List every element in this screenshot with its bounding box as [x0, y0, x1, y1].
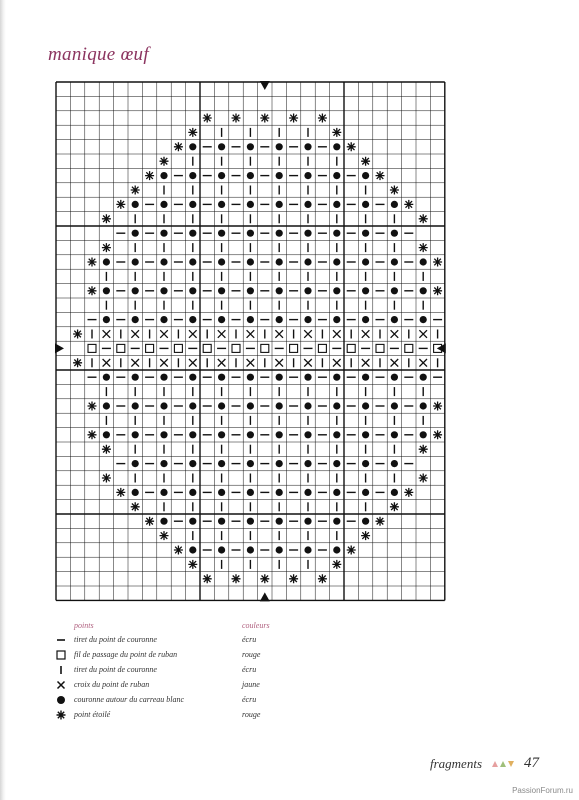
dot-stitch — [304, 287, 311, 294]
star-stitch — [433, 430, 442, 439]
dot-stitch — [276, 143, 283, 150]
watermark: PassionForum.ru — [512, 786, 573, 795]
dot-stitch — [103, 431, 110, 438]
star-stitch — [390, 186, 399, 195]
star-stitch — [88, 430, 97, 439]
triangle-ornament-icon — [492, 761, 514, 767]
dot-stitch — [160, 374, 167, 381]
dot-stitch — [218, 402, 225, 409]
cross-stitch — [275, 359, 283, 367]
dot-stitch — [276, 374, 283, 381]
dot-stitch — [189, 316, 196, 323]
legend-header-points: points — [74, 621, 94, 630]
dot-stitch — [304, 230, 311, 237]
dot-stitch — [362, 460, 369, 467]
cross-stitch — [103, 330, 111, 338]
left-center-marker — [55, 343, 64, 353]
legend-color: écru — [242, 695, 257, 704]
dot-stitch — [362, 374, 369, 381]
star-stitch — [433, 258, 442, 267]
star-stitch — [419, 474, 428, 483]
square-stitch — [405, 344, 413, 352]
legend-header-colors: couleurs — [242, 621, 270, 630]
dot-stitch — [103, 316, 110, 323]
dot-stitch — [362, 316, 369, 323]
dot-stitch — [132, 287, 139, 294]
cross-stitch — [362, 330, 370, 338]
dot-stitch — [189, 546, 196, 553]
star-stitch — [419, 445, 428, 454]
cross-stitch — [391, 330, 399, 338]
star-stitch — [260, 114, 269, 123]
dot-stitch — [333, 258, 340, 265]
dot-stitch — [103, 258, 110, 265]
dot-stitch — [420, 374, 427, 381]
dot-stitch — [333, 518, 340, 525]
legend-label: point étoilé — [74, 710, 111, 719]
dot-stitch — [132, 489, 139, 496]
legend-label: fil de passage du point de ruban — [74, 650, 178, 659]
star-stitch — [145, 171, 154, 180]
dot-stitch — [333, 172, 340, 179]
legend-label: couronne autour du carreau blanc — [74, 695, 185, 704]
dot-stitch — [247, 316, 254, 323]
square-stitch — [117, 344, 125, 352]
dot-stitch — [189, 489, 196, 496]
square-symbol-icon — [54, 648, 68, 662]
dot-stitch — [160, 402, 167, 409]
dot-stitch — [362, 172, 369, 179]
star-stitch — [318, 574, 327, 583]
dot-stitch — [189, 460, 196, 467]
star-stitch — [188, 560, 197, 569]
square-stitch — [347, 344, 355, 352]
star-stitch — [232, 574, 241, 583]
dot-stitch — [189, 431, 196, 438]
dot-stitch — [160, 287, 167, 294]
star-stitch — [289, 574, 298, 583]
dot-stitch — [103, 374, 110, 381]
dot-stitch — [247, 431, 254, 438]
star-stitch — [347, 546, 356, 555]
dot-stitch — [218, 143, 225, 150]
square-stitch — [146, 344, 154, 352]
star-stitch — [73, 330, 82, 339]
dot-stitch — [333, 316, 340, 323]
star-stitch — [88, 286, 97, 295]
star-stitch — [102, 214, 111, 223]
dot-stitch — [247, 489, 254, 496]
dot-stitch — [276, 287, 283, 294]
dot-stitch — [391, 489, 398, 496]
dot-stitch — [276, 518, 283, 525]
star-stitch — [102, 445, 111, 454]
dot-stitch — [304, 489, 311, 496]
star-stitch — [318, 114, 327, 123]
star-stitch — [390, 502, 399, 511]
dot-stitch — [362, 287, 369, 294]
cross-symbol-icon — [54, 678, 68, 692]
cross-stitch — [333, 330, 341, 338]
dot-stitch — [218, 172, 225, 179]
dot-stitch — [247, 518, 254, 525]
dot-stitch — [276, 230, 283, 237]
dot-stitch — [132, 316, 139, 323]
dot-stitch — [420, 258, 427, 265]
cross-stitch — [103, 359, 111, 367]
dot-stitch — [132, 460, 139, 467]
legend-label: croix du point de ruban — [74, 680, 150, 689]
dot-stitch — [247, 287, 254, 294]
dot-stitch — [276, 489, 283, 496]
dot-stitch — [391, 287, 398, 294]
cross-stitch — [247, 359, 255, 367]
dot-stitch — [333, 546, 340, 553]
dot-stitch — [276, 201, 283, 208]
dot-stitch — [189, 172, 196, 179]
dot-stitch — [304, 172, 311, 179]
dot-stitch — [132, 431, 139, 438]
dot-stitch — [362, 518, 369, 525]
cross-stitch — [160, 330, 168, 338]
dot-stitch — [218, 518, 225, 525]
pattern-title: manique œuf — [48, 44, 149, 65]
dot-stitch — [304, 374, 311, 381]
star-stitch — [419, 243, 428, 252]
cross-stitch — [419, 359, 427, 367]
dash-symbol-icon — [54, 633, 68, 647]
dot-stitch — [189, 230, 196, 237]
top-center-marker — [260, 81, 270, 90]
dot-stitch — [391, 374, 398, 381]
dot-stitch — [333, 460, 340, 467]
star-stitch — [289, 114, 298, 123]
dot-stitch — [333, 374, 340, 381]
square-stitch — [88, 344, 96, 352]
dot-stitch — [218, 258, 225, 265]
dot-stitch — [362, 230, 369, 237]
dot-stitch — [132, 374, 139, 381]
dot-stitch — [160, 460, 167, 467]
dot-stitch — [420, 287, 427, 294]
dot-stitch — [247, 172, 254, 179]
star-stitch — [131, 502, 140, 511]
cross-stitch — [391, 359, 399, 367]
dot-stitch — [189, 258, 196, 265]
star-stitch — [376, 171, 385, 180]
dot-stitch — [391, 230, 398, 237]
star-stitch — [102, 474, 111, 483]
dot-stitch — [420, 431, 427, 438]
page-footer — [430, 755, 539, 772]
dot-stitch — [304, 460, 311, 467]
star-stitch — [347, 142, 356, 151]
star-stitch — [145, 517, 154, 526]
cross-stitch — [218, 330, 226, 338]
legend-row — [52, 708, 352, 722]
dot-stitch — [160, 431, 167, 438]
star-stitch — [174, 142, 183, 151]
dot-stitch — [247, 402, 254, 409]
dot-stitch — [391, 402, 398, 409]
dot-stitch — [304, 518, 311, 525]
dot-stitch — [218, 201, 225, 208]
cross-stitch — [419, 330, 427, 338]
square-stitch — [290, 344, 298, 352]
dot-stitch — [247, 258, 254, 265]
section-name: fragments — [430, 755, 482, 771]
dot-stitch — [304, 143, 311, 150]
dot-stitch — [189, 287, 196, 294]
dot-stitch — [218, 546, 225, 553]
dot-stitch — [362, 431, 369, 438]
dot-stitch — [247, 230, 254, 237]
dot-stitch — [276, 431, 283, 438]
dot-stitch — [247, 143, 254, 150]
cross-stitch — [218, 359, 226, 367]
dot-stitch — [160, 201, 167, 208]
dot-stitch — [247, 546, 254, 553]
dot-stitch — [276, 316, 283, 323]
legend-row — [52, 663, 352, 677]
cross-stitch — [131, 359, 139, 367]
legend-color: rouge — [242, 710, 261, 719]
dot-stitch — [247, 460, 254, 467]
dot-stitch — [304, 201, 311, 208]
dot-stitch — [247, 201, 254, 208]
dot-stitch — [103, 402, 110, 409]
dot-stitch — [132, 402, 139, 409]
dot-stitch — [304, 258, 311, 265]
square-stitch — [376, 344, 384, 352]
star-stitch — [116, 200, 125, 209]
dot-stitch — [160, 258, 167, 265]
dot-stitch — [218, 460, 225, 467]
dot-stitch — [304, 546, 311, 553]
dot-stitch — [189, 143, 196, 150]
legend-label: tiret du point de couronne — [74, 665, 157, 674]
dot-stitch — [333, 402, 340, 409]
star-stitch — [160, 157, 169, 166]
star-stitch — [419, 214, 428, 223]
star-stitch — [332, 128, 341, 137]
star-stitch — [116, 488, 125, 497]
dot-stitch — [132, 230, 139, 237]
dot-stitch — [391, 431, 398, 438]
page-edge — [0, 0, 6, 800]
legend-row — [52, 633, 352, 647]
star-stitch — [102, 243, 111, 252]
star-symbol-icon — [54, 708, 68, 722]
dot-stitch — [160, 489, 167, 496]
cross-stitch — [304, 330, 312, 338]
dot-stitch — [362, 489, 369, 496]
dot-stitch — [218, 230, 225, 237]
star-stitch — [73, 358, 82, 367]
dot-stitch — [304, 402, 311, 409]
dot-stitch — [391, 201, 398, 208]
dot-stitch — [391, 316, 398, 323]
dot-stitch — [103, 287, 110, 294]
star-stitch — [361, 531, 370, 540]
square-stitch — [318, 344, 326, 352]
star-stitch — [376, 517, 385, 526]
dot-symbol-icon — [54, 693, 68, 707]
cross-stitch — [247, 330, 255, 338]
cross-stitch — [189, 330, 197, 338]
cross-stitch — [333, 359, 341, 367]
bottom-center-marker — [260, 592, 270, 601]
legend-color: écru — [242, 665, 257, 674]
star-stitch — [361, 157, 370, 166]
dot-stitch — [276, 172, 283, 179]
bar-symbol-icon — [54, 663, 68, 677]
star-stitch — [88, 402, 97, 411]
legend-color: rouge — [242, 650, 261, 659]
legend-row — [52, 693, 352, 707]
dot-stitch — [333, 431, 340, 438]
star-stitch — [232, 114, 241, 123]
dot-stitch — [420, 316, 427, 323]
dot-stitch — [160, 316, 167, 323]
dot-stitch — [333, 489, 340, 496]
dot-stitch — [333, 143, 340, 150]
dot-stitch — [276, 460, 283, 467]
legend-row — [52, 648, 352, 662]
legend-color: jaune — [242, 680, 260, 689]
star-stitch — [160, 531, 169, 540]
cross-stitch — [304, 359, 312, 367]
dot-stitch — [391, 258, 398, 265]
star-stitch — [260, 574, 269, 583]
square-stitch — [203, 344, 211, 352]
star-stitch — [433, 402, 442, 411]
dot-stitch — [362, 258, 369, 265]
star-stitch — [433, 286, 442, 295]
dot-stitch — [304, 431, 311, 438]
dot-stitch — [189, 518, 196, 525]
cross-stitch — [189, 359, 197, 367]
legend-row — [52, 678, 352, 692]
dot-stitch — [160, 518, 167, 525]
dot-stitch — [362, 201, 369, 208]
dot-stitch — [218, 489, 225, 496]
dot-stitch — [333, 287, 340, 294]
cross-stitch-chart — [52, 78, 448, 606]
dot-stitch — [391, 460, 398, 467]
dot-stitch — [218, 316, 225, 323]
star-stitch — [131, 186, 140, 195]
square-stitch — [261, 344, 269, 352]
dot-stitch — [132, 258, 139, 265]
dot-stitch — [218, 374, 225, 381]
dot-stitch — [218, 431, 225, 438]
dot-stitch — [276, 546, 283, 553]
dot-stitch — [420, 402, 427, 409]
star-stitch — [174, 546, 183, 555]
dot-stitch — [189, 374, 196, 381]
star-stitch — [203, 574, 212, 583]
dot-stitch — [333, 230, 340, 237]
star-stitch — [404, 488, 413, 497]
legend-color: écru — [242, 635, 257, 644]
star-stitch — [332, 560, 341, 569]
cross-stitch — [160, 359, 168, 367]
square-stitch — [174, 344, 182, 352]
dot-stitch — [189, 201, 196, 208]
page-number: 47 — [524, 755, 539, 771]
dot-stitch — [362, 402, 369, 409]
cross-stitch — [362, 359, 370, 367]
dot-stitch — [189, 402, 196, 409]
star-stitch — [88, 258, 97, 267]
cross-stitch — [131, 330, 139, 338]
cross-stitch — [275, 330, 283, 338]
dot-stitch — [247, 374, 254, 381]
dot-stitch — [218, 287, 225, 294]
dot-stitch — [160, 172, 167, 179]
dot-stitch — [160, 230, 167, 237]
dot-stitch — [333, 201, 340, 208]
dot-stitch — [276, 402, 283, 409]
legend-label: tiret du point de couronne — [74, 635, 157, 644]
star-stitch — [188, 128, 197, 137]
square-stitch — [232, 344, 240, 352]
dot-stitch — [132, 201, 139, 208]
star-stitch — [203, 114, 212, 123]
dot-stitch — [304, 316, 311, 323]
star-stitch — [404, 200, 413, 209]
dot-stitch — [276, 258, 283, 265]
